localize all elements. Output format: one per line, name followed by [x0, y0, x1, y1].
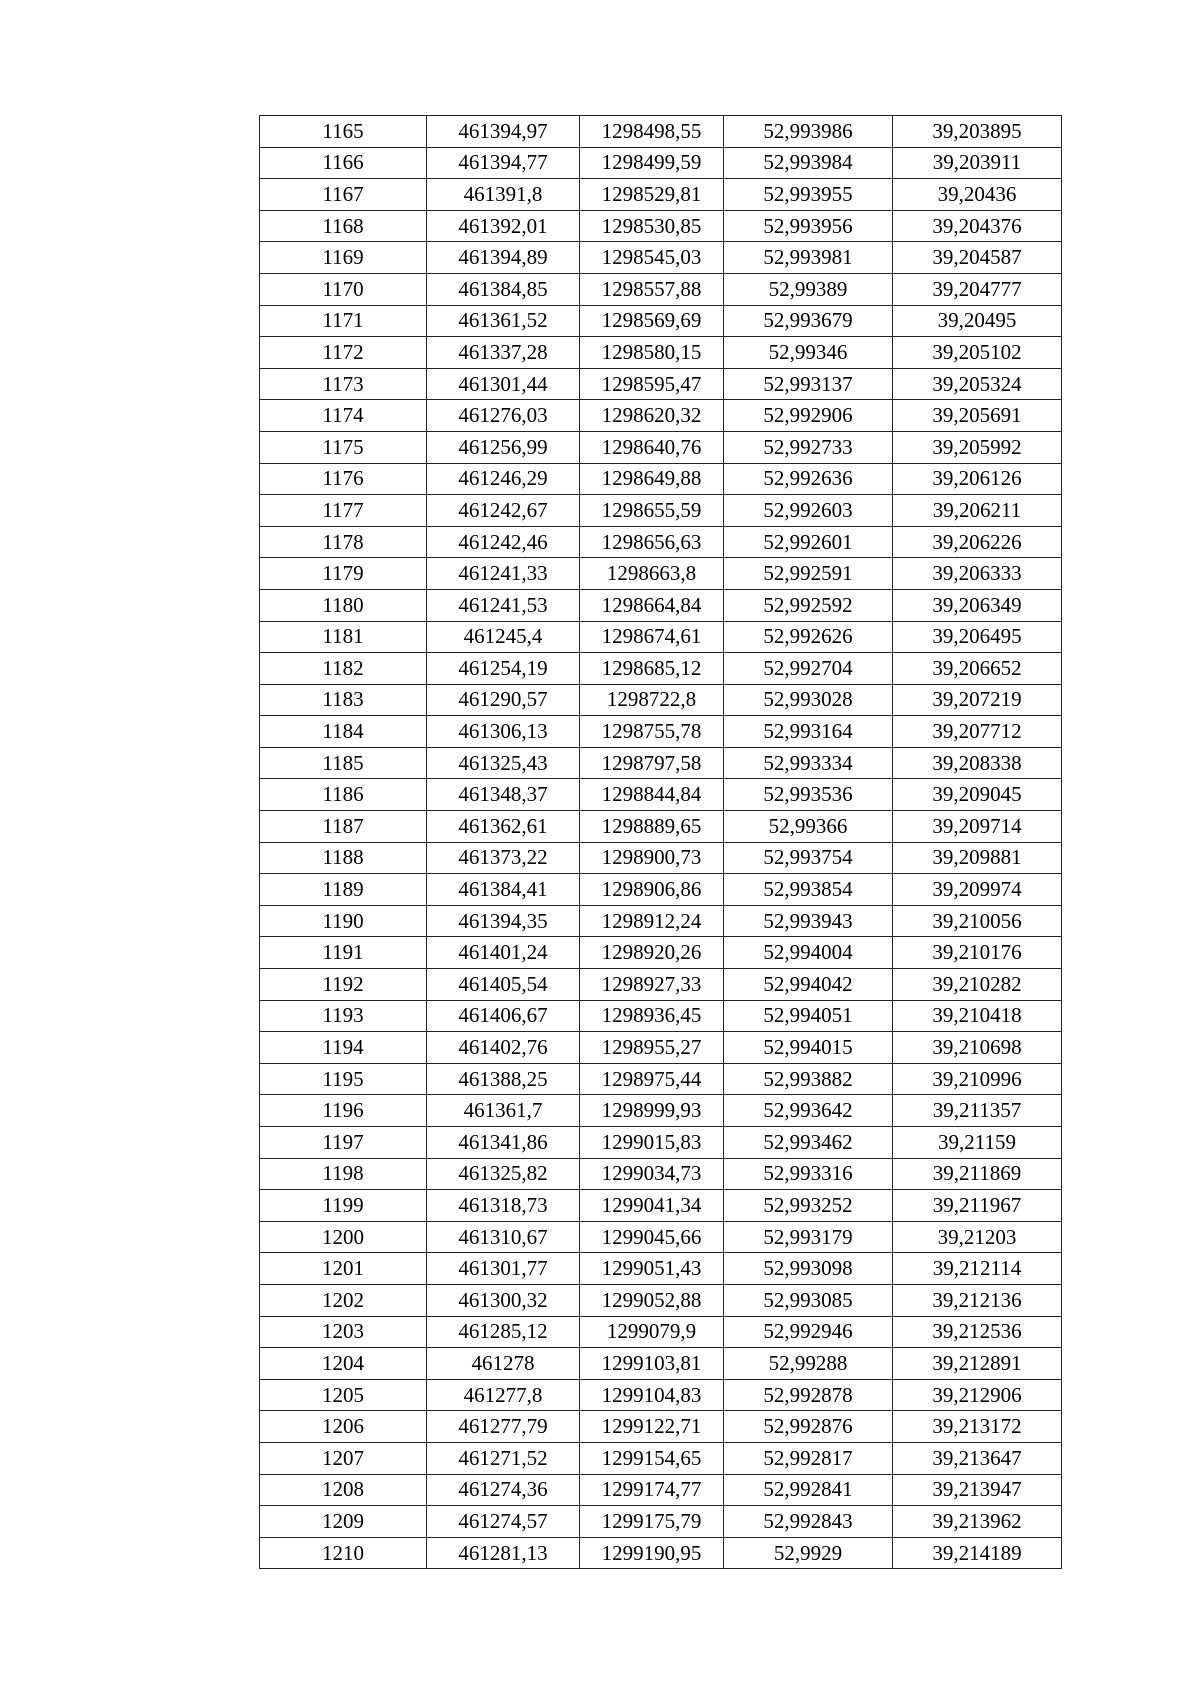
table-row — [260, 242, 1062, 274]
y-coordinate-cell: 1298936,45 — [580, 1000, 724, 1032]
latitude-cell: 52,993028 — [724, 684, 893, 716]
table-row — [260, 905, 1062, 937]
longitude-cell: 39,21159 — [893, 1127, 1062, 1159]
longitude-cell: 39,212136 — [893, 1284, 1062, 1316]
point-number-cell: 1196 — [260, 1095, 427, 1127]
y-coordinate-cell: 1298999,93 — [580, 1095, 724, 1127]
y-coordinate-cell: 1298499,59 — [580, 147, 724, 179]
table-row — [260, 210, 1062, 242]
longitude-cell: 39,207712 — [893, 716, 1062, 748]
latitude-cell: 52,993642 — [724, 1095, 893, 1127]
longitude-cell: 39,207219 — [893, 684, 1062, 716]
table-row — [260, 811, 1062, 843]
longitude-cell: 39,212891 — [893, 1348, 1062, 1380]
y-coordinate-cell: 1299190,95 — [580, 1537, 724, 1569]
latitude-cell: 52,992946 — [724, 1316, 893, 1348]
y-coordinate-cell: 1298655,59 — [580, 495, 724, 527]
point-number-cell: 1190 — [260, 905, 427, 937]
point-number-cell: 1173 — [260, 368, 427, 400]
latitude-cell: 52,994042 — [724, 969, 893, 1001]
y-coordinate-cell: 1299175,79 — [580, 1506, 724, 1538]
longitude-cell: 39,209045 — [893, 779, 1062, 811]
longitude-cell: 39,206652 — [893, 653, 1062, 685]
point-number-cell: 1175 — [260, 431, 427, 463]
x-coordinate-cell: 461361,7 — [427, 1095, 580, 1127]
y-coordinate-cell: 1299034,73 — [580, 1158, 724, 1190]
point-number-cell: 1189 — [260, 874, 427, 906]
table-row — [260, 842, 1062, 874]
y-coordinate-cell: 1299174,77 — [580, 1474, 724, 1506]
point-number-cell: 1203 — [260, 1316, 427, 1348]
y-coordinate-cell: 1298906,86 — [580, 874, 724, 906]
y-coordinate-cell: 1298530,85 — [580, 210, 724, 242]
x-coordinate-cell: 461325,43 — [427, 747, 580, 779]
latitude-cell: 52,993164 — [724, 716, 893, 748]
x-coordinate-cell: 461271,52 — [427, 1442, 580, 1474]
longitude-cell: 39,206126 — [893, 463, 1062, 495]
x-coordinate-cell: 461392,01 — [427, 210, 580, 242]
point-number-cell: 1191 — [260, 937, 427, 969]
latitude-cell: 52,993943 — [724, 905, 893, 937]
latitude-cell: 52,99389 — [724, 273, 893, 305]
x-coordinate-cell: 461242,46 — [427, 526, 580, 558]
longitude-cell: 39,20495 — [893, 305, 1062, 337]
longitude-cell: 39,208338 — [893, 747, 1062, 779]
y-coordinate-cell: 1299122,71 — [580, 1411, 724, 1443]
table-row — [260, 1063, 1062, 1095]
longitude-cell: 39,203911 — [893, 147, 1062, 179]
table-row — [260, 716, 1062, 748]
y-coordinate-cell: 1299045,66 — [580, 1221, 724, 1253]
longitude-cell: 39,205691 — [893, 400, 1062, 432]
point-number-cell: 1169 — [260, 242, 427, 274]
latitude-cell: 52,993334 — [724, 747, 893, 779]
y-coordinate-cell: 1298649,88 — [580, 463, 724, 495]
x-coordinate-cell: 461242,67 — [427, 495, 580, 527]
point-number-cell: 1184 — [260, 716, 427, 748]
y-coordinate-cell: 1298498,55 — [580, 116, 724, 148]
latitude-cell: 52,993986 — [724, 116, 893, 148]
y-coordinate-cell: 1299052,88 — [580, 1284, 724, 1316]
y-coordinate-cell: 1299041,34 — [580, 1190, 724, 1222]
x-coordinate-cell: 461300,32 — [427, 1284, 580, 1316]
longitude-cell: 39,213962 — [893, 1506, 1062, 1538]
x-coordinate-cell: 461384,85 — [427, 273, 580, 305]
latitude-cell: 52,993955 — [724, 179, 893, 211]
latitude-cell: 52,992626 — [724, 621, 893, 653]
point-number-cell: 1187 — [260, 811, 427, 843]
y-coordinate-cell: 1298664,84 — [580, 589, 724, 621]
table-row — [260, 463, 1062, 495]
latitude-cell: 52,993754 — [724, 842, 893, 874]
table-row — [260, 526, 1062, 558]
table-row — [260, 1474, 1062, 1506]
point-number-cell: 1172 — [260, 337, 427, 369]
table-row — [260, 1442, 1062, 1474]
point-number-cell: 1178 — [260, 526, 427, 558]
table-row — [260, 1253, 1062, 1285]
latitude-cell: 52,994015 — [724, 1032, 893, 1064]
point-number-cell: 1207 — [260, 1442, 427, 1474]
point-number-cell: 1177 — [260, 495, 427, 527]
coordinates-table — [259, 115, 1062, 1569]
table-row — [260, 684, 1062, 716]
point-number-cell: 1208 — [260, 1474, 427, 1506]
latitude-cell: 52,993085 — [724, 1284, 893, 1316]
longitude-cell: 39,210698 — [893, 1032, 1062, 1064]
x-coordinate-cell: 461290,57 — [427, 684, 580, 716]
point-number-cell: 1199 — [260, 1190, 427, 1222]
y-coordinate-cell: 1298656,63 — [580, 526, 724, 558]
table-row — [260, 1537, 1062, 1569]
point-number-cell: 1167 — [260, 179, 427, 211]
y-coordinate-cell: 1298955,27 — [580, 1032, 724, 1064]
latitude-cell: 52,994004 — [724, 937, 893, 969]
table-row — [260, 116, 1062, 148]
y-coordinate-cell: 1298545,03 — [580, 242, 724, 274]
latitude-cell: 52,992601 — [724, 526, 893, 558]
table-row — [260, 368, 1062, 400]
y-coordinate-cell: 1298797,58 — [580, 747, 724, 779]
latitude-cell: 52,993984 — [724, 147, 893, 179]
latitude-cell: 52,992843 — [724, 1506, 893, 1538]
latitude-cell: 52,992817 — [724, 1442, 893, 1474]
x-coordinate-cell: 461402,76 — [427, 1032, 580, 1064]
longitude-cell: 39,211967 — [893, 1190, 1062, 1222]
y-coordinate-cell: 1299154,65 — [580, 1442, 724, 1474]
longitude-cell: 39,21203 — [893, 1221, 1062, 1253]
y-coordinate-cell: 1299051,43 — [580, 1253, 724, 1285]
longitude-cell: 39,206495 — [893, 621, 1062, 653]
latitude-cell: 52,993179 — [724, 1221, 893, 1253]
longitude-cell: 39,212906 — [893, 1379, 1062, 1411]
table-row — [260, 400, 1062, 432]
x-coordinate-cell: 461278 — [427, 1348, 580, 1380]
longitude-cell: 39,212114 — [893, 1253, 1062, 1285]
point-number-cell: 1181 — [260, 621, 427, 653]
latitude-cell: 52,993137 — [724, 368, 893, 400]
point-number-cell: 1200 — [260, 1221, 427, 1253]
latitude-cell: 52,992878 — [724, 1379, 893, 1411]
x-coordinate-cell: 461341,86 — [427, 1127, 580, 1159]
longitude-cell: 39,206226 — [893, 526, 1062, 558]
table-row — [260, 1032, 1062, 1064]
y-coordinate-cell: 1298722,8 — [580, 684, 724, 716]
longitude-cell: 39,211869 — [893, 1158, 1062, 1190]
y-coordinate-cell: 1298844,84 — [580, 779, 724, 811]
longitude-cell: 39,209881 — [893, 842, 1062, 874]
longitude-cell: 39,204376 — [893, 210, 1062, 242]
table-row — [260, 1506, 1062, 1538]
table-row — [260, 969, 1062, 1001]
longitude-cell: 39,212536 — [893, 1316, 1062, 1348]
longitude-cell: 39,206333 — [893, 558, 1062, 590]
longitude-cell: 39,205992 — [893, 431, 1062, 463]
longitude-cell: 39,210418 — [893, 1000, 1062, 1032]
point-number-cell: 1168 — [260, 210, 427, 242]
point-number-cell: 1201 — [260, 1253, 427, 1285]
y-coordinate-cell: 1298889,65 — [580, 811, 724, 843]
x-coordinate-cell: 461388,25 — [427, 1063, 580, 1095]
longitude-cell: 39,203895 — [893, 116, 1062, 148]
longitude-cell: 39,205102 — [893, 337, 1062, 369]
point-number-cell: 1183 — [260, 684, 427, 716]
x-coordinate-cell: 461394,89 — [427, 242, 580, 274]
table-row — [260, 1095, 1062, 1127]
latitude-cell: 52,99288 — [724, 1348, 893, 1380]
point-number-cell: 1165 — [260, 116, 427, 148]
x-coordinate-cell: 461362,61 — [427, 811, 580, 843]
x-coordinate-cell: 461373,22 — [427, 842, 580, 874]
longitude-cell: 39,211357 — [893, 1095, 1062, 1127]
longitude-cell: 39,205324 — [893, 368, 1062, 400]
latitude-cell: 52,992603 — [724, 495, 893, 527]
y-coordinate-cell: 1298529,81 — [580, 179, 724, 211]
table-row — [260, 305, 1062, 337]
point-number-cell: 1192 — [260, 969, 427, 1001]
x-coordinate-cell: 461301,77 — [427, 1253, 580, 1285]
longitude-cell: 39,20436 — [893, 179, 1062, 211]
point-number-cell: 1171 — [260, 305, 427, 337]
x-coordinate-cell: 461281,13 — [427, 1537, 580, 1569]
latitude-cell: 52,992592 — [724, 589, 893, 621]
latitude-cell: 52,993679 — [724, 305, 893, 337]
longitude-cell: 39,204777 — [893, 273, 1062, 305]
longitude-cell: 39,213647 — [893, 1442, 1062, 1474]
table-row — [260, 937, 1062, 969]
longitude-cell: 39,210996 — [893, 1063, 1062, 1095]
y-coordinate-cell: 1298569,69 — [580, 305, 724, 337]
x-coordinate-cell: 461274,57 — [427, 1506, 580, 1538]
latitude-cell: 52,993854 — [724, 874, 893, 906]
y-coordinate-cell: 1298927,33 — [580, 969, 724, 1001]
y-coordinate-cell: 1298640,76 — [580, 431, 724, 463]
y-coordinate-cell: 1298663,8 — [580, 558, 724, 590]
y-coordinate-cell: 1299015,83 — [580, 1127, 724, 1159]
point-number-cell: 1206 — [260, 1411, 427, 1443]
table-row — [260, 558, 1062, 590]
latitude-cell: 52,9929 — [724, 1537, 893, 1569]
point-number-cell: 1166 — [260, 147, 427, 179]
latitude-cell: 52,993882 — [724, 1063, 893, 1095]
table-row — [260, 1190, 1062, 1222]
x-coordinate-cell: 461310,67 — [427, 1221, 580, 1253]
longitude-cell: 39,213172 — [893, 1411, 1062, 1443]
y-coordinate-cell: 1298920,26 — [580, 937, 724, 969]
latitude-cell: 52,993981 — [724, 242, 893, 274]
point-number-cell: 1202 — [260, 1284, 427, 1316]
latitude-cell: 52,993462 — [724, 1127, 893, 1159]
latitude-cell: 52,99366 — [724, 811, 893, 843]
latitude-cell: 52,992733 — [724, 431, 893, 463]
table-row — [260, 1000, 1062, 1032]
point-number-cell: 1170 — [260, 273, 427, 305]
point-number-cell: 1179 — [260, 558, 427, 590]
point-number-cell: 1209 — [260, 1506, 427, 1538]
table-row — [260, 1316, 1062, 1348]
latitude-cell: 52,993252 — [724, 1190, 893, 1222]
latitude-cell: 52,993956 — [724, 210, 893, 242]
x-coordinate-cell: 461276,03 — [427, 400, 580, 432]
x-coordinate-cell: 461384,41 — [427, 874, 580, 906]
point-number-cell: 1186 — [260, 779, 427, 811]
x-coordinate-cell: 461405,54 — [427, 969, 580, 1001]
x-coordinate-cell: 461401,24 — [427, 937, 580, 969]
x-coordinate-cell: 461241,53 — [427, 589, 580, 621]
longitude-cell: 39,210282 — [893, 969, 1062, 1001]
longitude-cell: 39,204587 — [893, 242, 1062, 274]
x-coordinate-cell: 461274,36 — [427, 1474, 580, 1506]
x-coordinate-cell: 461245,4 — [427, 621, 580, 653]
x-coordinate-cell: 461394,97 — [427, 116, 580, 148]
x-coordinate-cell: 461394,35 — [427, 905, 580, 937]
x-coordinate-cell: 461285,12 — [427, 1316, 580, 1348]
table-row — [260, 337, 1062, 369]
x-coordinate-cell: 461306,13 — [427, 716, 580, 748]
point-number-cell: 1194 — [260, 1032, 427, 1064]
point-number-cell: 1176 — [260, 463, 427, 495]
latitude-cell: 52,99346 — [724, 337, 893, 369]
table-row — [260, 874, 1062, 906]
table-row — [260, 273, 1062, 305]
latitude-cell: 52,992704 — [724, 653, 893, 685]
y-coordinate-cell: 1298900,73 — [580, 842, 724, 874]
longitude-cell: 39,213947 — [893, 1474, 1062, 1506]
table-row — [260, 779, 1062, 811]
y-coordinate-cell: 1298685,12 — [580, 653, 724, 685]
x-coordinate-cell: 461277,79 — [427, 1411, 580, 1443]
table-row — [260, 495, 1062, 527]
longitude-cell: 39,214189 — [893, 1537, 1062, 1569]
table-row — [260, 589, 1062, 621]
table-row — [260, 747, 1062, 779]
y-coordinate-cell: 1298912,24 — [580, 905, 724, 937]
table-row — [260, 1221, 1062, 1253]
x-coordinate-cell: 461361,52 — [427, 305, 580, 337]
table-row — [260, 1379, 1062, 1411]
coordinates-table-body — [260, 116, 1062, 1569]
table-row — [260, 1127, 1062, 1159]
table-row — [260, 1411, 1062, 1443]
x-coordinate-cell: 461348,37 — [427, 779, 580, 811]
x-coordinate-cell: 461318,73 — [427, 1190, 580, 1222]
y-coordinate-cell: 1299103,81 — [580, 1348, 724, 1380]
point-number-cell: 1198 — [260, 1158, 427, 1190]
point-number-cell: 1197 — [260, 1127, 427, 1159]
table-row — [260, 621, 1062, 653]
point-number-cell: 1185 — [260, 747, 427, 779]
y-coordinate-cell: 1298620,32 — [580, 400, 724, 432]
latitude-cell: 52,994051 — [724, 1000, 893, 1032]
longitude-cell: 39,210176 — [893, 937, 1062, 969]
latitude-cell: 52,993098 — [724, 1253, 893, 1285]
point-number-cell: 1193 — [260, 1000, 427, 1032]
point-number-cell: 1180 — [260, 589, 427, 621]
latitude-cell: 52,992841 — [724, 1474, 893, 1506]
x-coordinate-cell: 461391,8 — [427, 179, 580, 211]
latitude-cell: 52,992906 — [724, 400, 893, 432]
latitude-cell: 52,992876 — [724, 1411, 893, 1443]
table-row — [260, 1158, 1062, 1190]
y-coordinate-cell: 1298595,47 — [580, 368, 724, 400]
y-coordinate-cell: 1298674,61 — [580, 621, 724, 653]
latitude-cell: 52,992591 — [724, 558, 893, 590]
point-number-cell: 1195 — [260, 1063, 427, 1095]
y-coordinate-cell: 1298975,44 — [580, 1063, 724, 1095]
x-coordinate-cell: 461246,29 — [427, 463, 580, 495]
x-coordinate-cell: 461325,82 — [427, 1158, 580, 1190]
x-coordinate-cell: 461277,8 — [427, 1379, 580, 1411]
x-coordinate-cell: 461256,99 — [427, 431, 580, 463]
y-coordinate-cell: 1299104,83 — [580, 1379, 724, 1411]
y-coordinate-cell: 1298755,78 — [580, 716, 724, 748]
longitude-cell: 39,209974 — [893, 874, 1062, 906]
point-number-cell: 1188 — [260, 842, 427, 874]
x-coordinate-cell: 461406,67 — [427, 1000, 580, 1032]
table-row — [260, 1348, 1062, 1380]
table-row — [260, 179, 1062, 211]
table-row — [260, 653, 1062, 685]
point-number-cell: 1204 — [260, 1348, 427, 1380]
x-coordinate-cell: 461301,44 — [427, 368, 580, 400]
table-row — [260, 431, 1062, 463]
longitude-cell: 39,209714 — [893, 811, 1062, 843]
latitude-cell: 52,993536 — [724, 779, 893, 811]
x-coordinate-cell: 461337,28 — [427, 337, 580, 369]
point-number-cell: 1174 — [260, 400, 427, 432]
y-coordinate-cell: 1299079,9 — [580, 1316, 724, 1348]
table-row — [260, 1284, 1062, 1316]
y-coordinate-cell: 1298580,15 — [580, 337, 724, 369]
x-coordinate-cell: 461254,19 — [427, 653, 580, 685]
latitude-cell: 52,992636 — [724, 463, 893, 495]
point-number-cell: 1205 — [260, 1379, 427, 1411]
longitude-cell: 39,206349 — [893, 589, 1062, 621]
longitude-cell: 39,210056 — [893, 905, 1062, 937]
point-number-cell: 1182 — [260, 653, 427, 685]
longitude-cell: 39,206211 — [893, 495, 1062, 527]
table-row — [260, 147, 1062, 179]
y-coordinate-cell: 1298557,88 — [580, 273, 724, 305]
point-number-cell: 1210 — [260, 1537, 427, 1569]
latitude-cell: 52,993316 — [724, 1158, 893, 1190]
x-coordinate-cell: 461241,33 — [427, 558, 580, 590]
x-coordinate-cell: 461394,77 — [427, 147, 580, 179]
